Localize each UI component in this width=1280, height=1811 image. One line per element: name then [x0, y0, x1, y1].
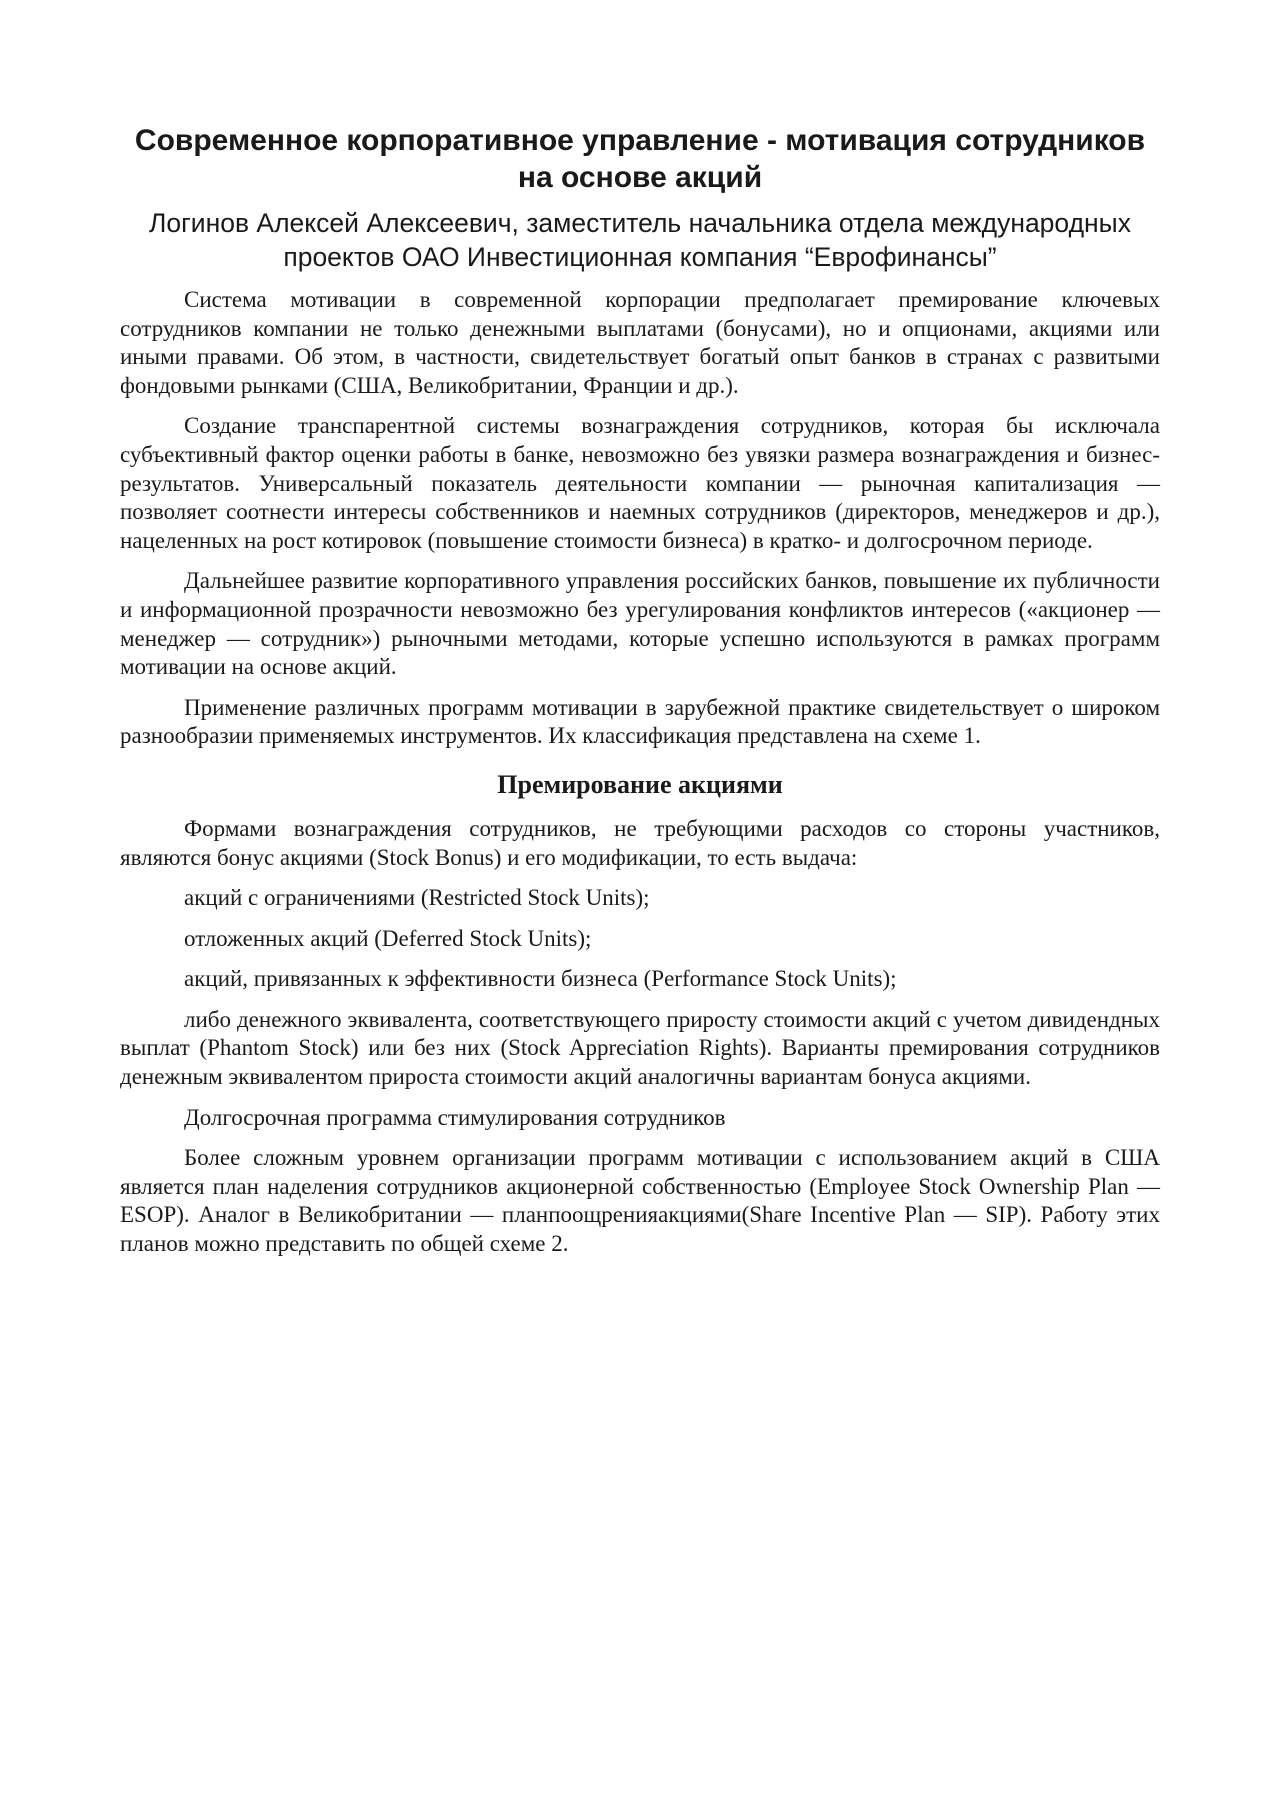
section-heading: Премирование акциями — [497, 769, 783, 799]
intro-paragraph-1: Система мотивации в современной корпорации предполагает премирование ключевых сотрудников компании не только денежными выплатами (бонусами), но и опционами, акциями или иными правами. Об этом, в частности, свидетельствует богатый опыт банков в странах с развитыми фондовыми рынками (США, Великобритании, Франции и др.). — [120, 287, 1160, 398]
intro-paragraph-4: Применение различных программ мотивации в зарубежной практике свидетельствует о широком разнообразии применяемых инструментов. Их классификация представлена на схеме 1. — [120, 694, 1160, 749]
document-page — [120, 122, 1160, 1271]
subheading: Долгосрочная программа стимулирования сотрудников — [184, 1104, 726, 1130]
author-line: Логинов Алексей Алексеевич, заместитель начальника отдела международных проектов ОАО Инвестиционная компания “Еврофинансы” — [149, 208, 1131, 272]
list-item: акций с ограничениями (Restricted Stock Units); — [184, 885, 650, 911]
section-lead-paragraph: Формами вознаграждения сотрудников, не требующими расходов со стороны участников, являются бонус акциями (Stock Bonus) и его модификации, то есть выдача: — [120, 815, 1160, 870]
cash-equivalent-paragraph: либо денежного эквивалента, соответствующего приросту стоимости акций с учетом дивидендных выплат (Phantom Stock) или без них (Stock Appreciation Rights). Варианты премирования сотрудников денежным эквивалентом прироста стоимости акций аналогичны вариантам бонуса акциями. — [120, 1006, 1160, 1090]
intro-paragraph-2: Создание транспарентной системы вознаграждения сотрудников, которая бы исключала субъективный фактор оценки работы в банке, невозможно без увязки размера вознаграждения и бизнес-результатов. Универсальный показатель деятельности компании — рыночная капитализация — позволяет соотнести интересы собственников и наемных сотрудников (директоров, менеджеров и др.), нацеленных на рост котировок (повышение стоимости бизнеса) в кратко- и долгосрочном периоде. — [120, 413, 1160, 553]
document-title: Современное корпоративное управление - мотивация сотрудников на основе акций — [134, 124, 1146, 194]
list-item: отложенных акций (Deferred Stock Units); — [184, 925, 592, 951]
list-item: акций, привязанных к эффективности бизнеса (Performance Stock Units); — [184, 966, 897, 992]
esop-paragraph: Более сложным уровнем организации программ мотивации с использованием акций в США является план наделения сотрудников акционерной собственностью (Employee Stock Ownership Plan — ESOP). Аналог в Великобритании — планпоощренияакциями(Share Incentive Plan — SIP). Работу этих планов можно представить по общей схеме 2. — [120, 1145, 1160, 1257]
intro-paragraph-3: Дальнейшее развитие корпоративного управления российских банков, повышение их публичности и информационной прозрачности невозможно без урегулирования конфликтов интересов («акционер — менеджер — сотрудник») рыночными методами, которые успешно используются в рамках программ мотивации на основе акций. — [120, 568, 1160, 680]
